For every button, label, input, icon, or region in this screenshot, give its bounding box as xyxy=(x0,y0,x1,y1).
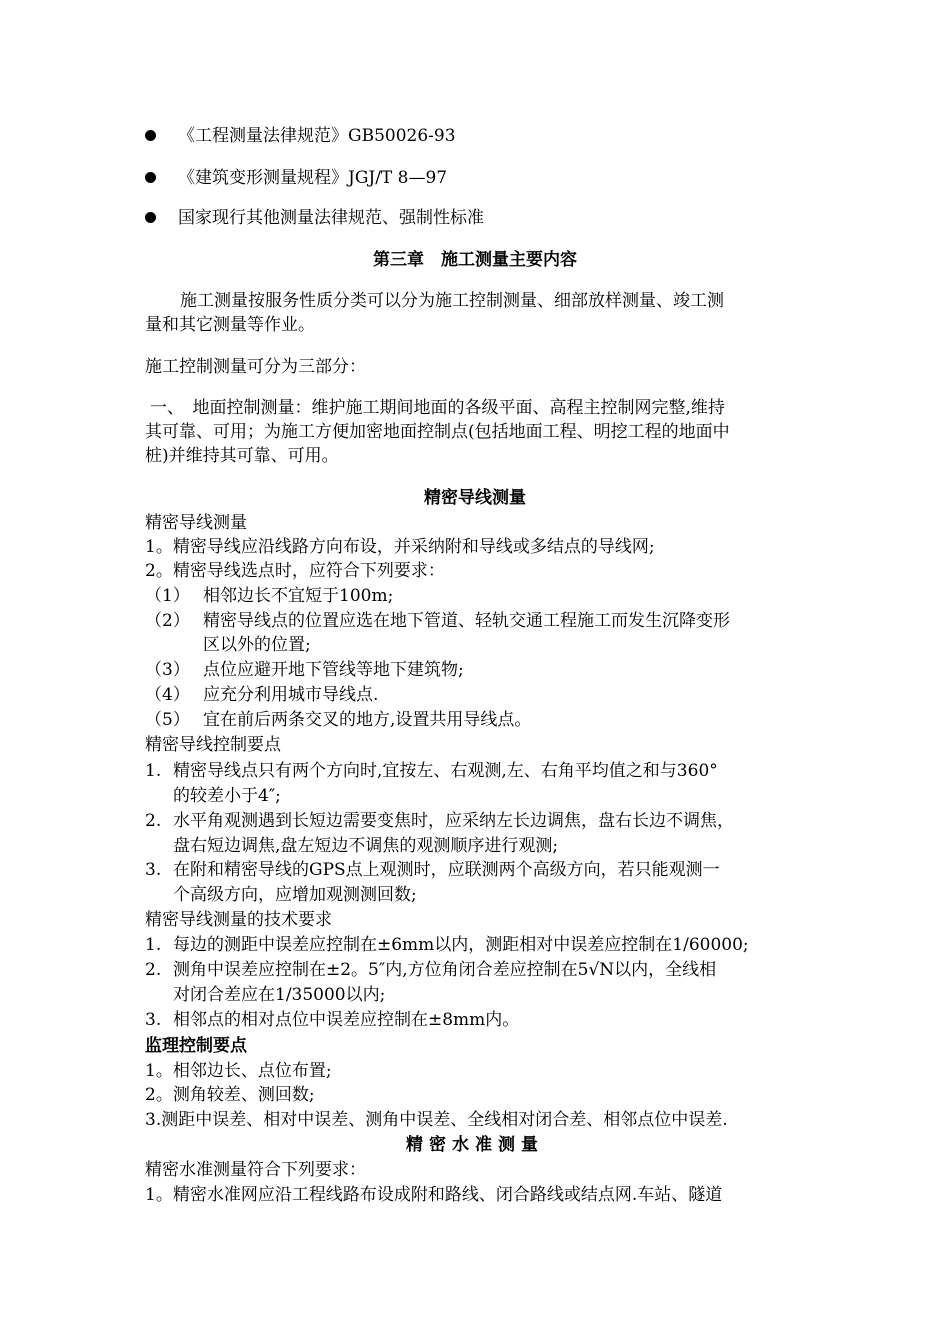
requirement-text: 应充分利用城市导线点. xyxy=(203,685,379,705)
requirement-text: 宜在前后两条交叉的地方,设置共用导线点。 xyxy=(203,710,532,730)
supervision-item: 2。测角较差、测回数; xyxy=(145,1085,315,1105)
supervision-title: 监理控制要点 xyxy=(145,1036,247,1056)
ground-control-line: 桩)并维持其可靠、可用。 xyxy=(145,446,339,466)
control-point-text: 在附和精密导线的GPS点上观测时，应联测两个高级方向，若只能观测一 xyxy=(173,860,720,880)
requirement-number: （4） xyxy=(145,685,190,705)
tech-number: 3. xyxy=(145,1010,162,1030)
tech-text: 测角中误差应控制在±2。5″内,方位角闭合差应控制在5√N以内，全线相 xyxy=(173,960,717,980)
control-point-number: 1. xyxy=(145,761,162,781)
control-point-number: 3. xyxy=(145,860,162,880)
control-point-text: 水平角观测遇到长短边需要变焦时，应采纳左长边调焦，盘右长边不调焦， xyxy=(173,811,734,831)
bullet-dot-icon xyxy=(145,212,156,223)
requirement-text: 相邻边长不宜短于100m; xyxy=(203,586,394,606)
requirement-number: （5） xyxy=(145,710,190,730)
requirement-text: 点位应避开地下管线等地下建筑物; xyxy=(203,660,464,680)
control-points-title: 精密导线控制要点 xyxy=(145,735,281,755)
tech-number: 1. xyxy=(145,935,162,955)
tech-number: 2. xyxy=(145,960,162,980)
bullet-dot-icon xyxy=(145,172,156,183)
control-point-text: 盘右短边调焦,盘左短边不调焦的观测顺序进行观测; xyxy=(173,836,559,856)
standard-item: 国家现行其他测量法律规范、强制性标准 xyxy=(178,208,484,228)
traverse-subheading: 精密导线测量 xyxy=(145,513,247,533)
tech-text: 每边的测距中误差应控制在±6mm以内，测距相对中误差应控制在1/60000; xyxy=(173,935,749,955)
supervision-item: 1。相邻边长、点位布置; xyxy=(145,1061,332,1081)
control-point-text: 个高级方向，应增加观测测回数; xyxy=(173,885,417,905)
requirement-text: 区以外的位置; xyxy=(203,635,311,655)
control-point-text: 的较差小于4″; xyxy=(173,786,281,806)
leveling-item: 1。精密水准网应沿工程线路布设成附和路线、闭合路线或结点网.车站、隧道 xyxy=(145,1185,723,1205)
leveling-intro: 精密水准测量符合下列要求： xyxy=(145,1160,366,1180)
tech-text: 相邻点的相对点位中误差应控制在±8mm内。 xyxy=(173,1010,520,1030)
ground-control-line: 一、 地面控制测量：维护施工期间地面的各级平面、高程主控制网完整,维持 xyxy=(150,398,725,418)
control-parts-text: 施工控制测量可分为三部分： xyxy=(145,357,366,377)
leveling-heading: 精密水准测量 xyxy=(406,1135,544,1155)
traverse-item: 2。精密导线选点时，应符合下列要求： xyxy=(145,561,445,581)
requirement-number: （3） xyxy=(145,660,190,680)
requirement-number: （1） xyxy=(145,586,190,606)
tech-title: 精密导线测量的技术要求 xyxy=(145,910,332,930)
traverse-heading: 精密导线测量 xyxy=(424,488,526,508)
bullet-dot-icon xyxy=(145,130,156,141)
ground-control-line: 其可靠、可用；为施工方便加密地面控制点(包括地面工程、明挖工程的地面中 xyxy=(145,422,730,442)
intro-line: 量和其它测量等作业。 xyxy=(145,315,315,335)
standard-item: 《工程测量法律规范》GB50026-93 xyxy=(178,126,456,146)
chapter-title: 第三章 施工测量主要内容 xyxy=(373,250,577,270)
supervision-item: 3.测距中误差、相对中误差、测角中误差、全线相对闭合差、相邻点位中误差. xyxy=(145,1110,728,1130)
control-point-number: 2. xyxy=(145,811,162,831)
traverse-item: 1。精密导线应沿线路方向布设，并采纳附和导线或多结点的导线网; xyxy=(145,537,655,557)
standard-item: 《建筑变形测量规程》JGJ/T 8—97 xyxy=(178,168,448,188)
tech-text: 对闭合差应在1/35000以内; xyxy=(173,985,386,1005)
requirement-text: 精密导线点的位置应选在地下管道、轻轨交通工程施工而发生沉降变形 xyxy=(203,611,730,631)
control-point-text: 精密导线点只有两个方向时,宜按左、右观测,左、右角平均值之和与360° xyxy=(173,761,718,781)
requirement-number: （2） xyxy=(145,611,190,631)
intro-line: 施工测量按服务性质分类可以分为施工控制测量、细部放样测量、竣工测 xyxy=(180,291,724,311)
